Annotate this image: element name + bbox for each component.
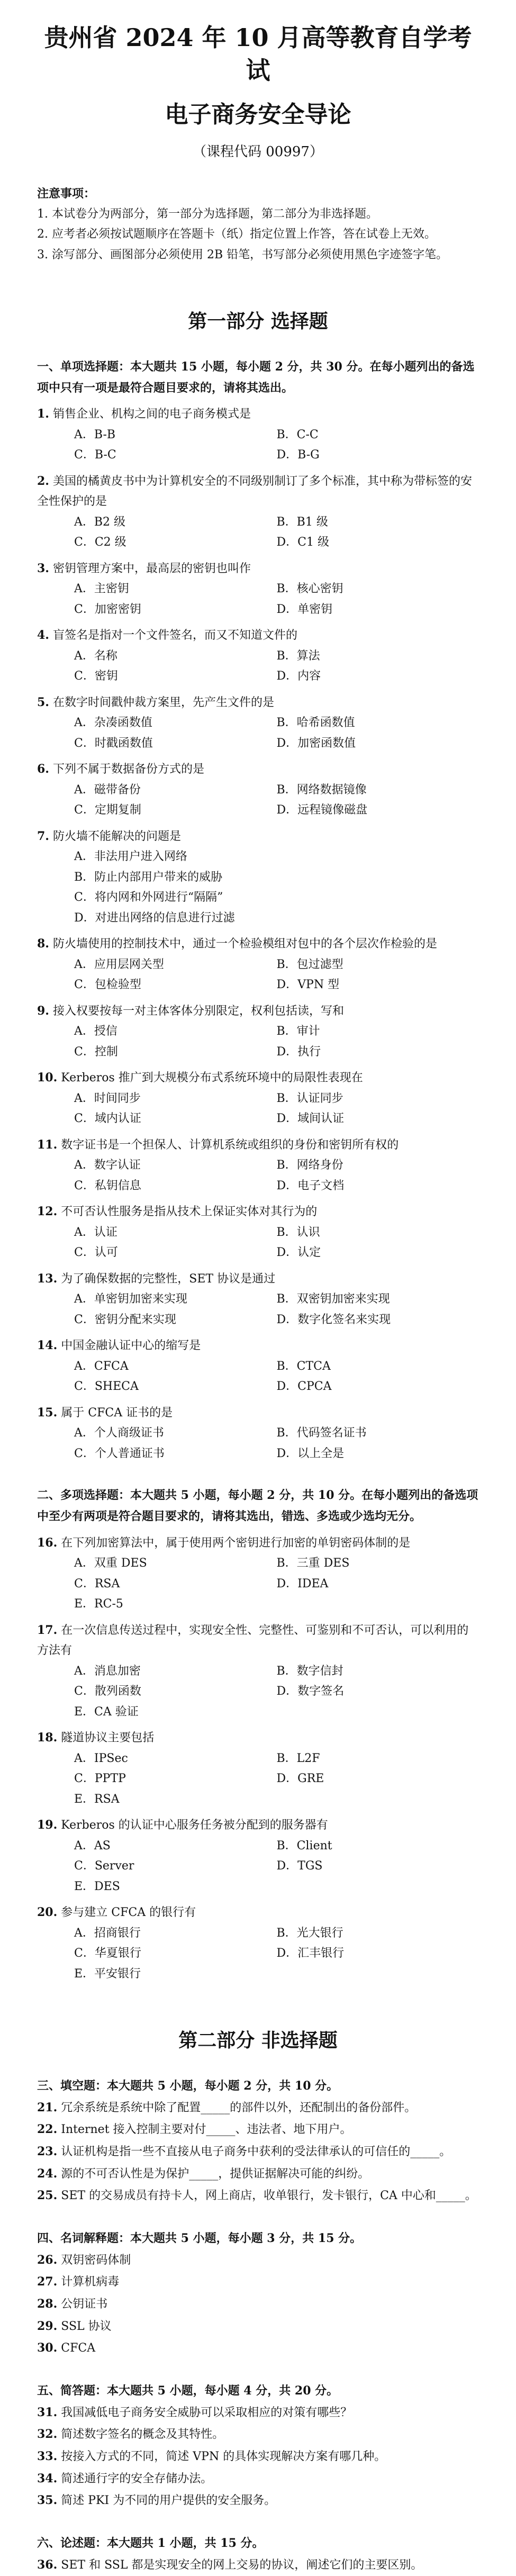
option: E．RC-5 — [74, 1597, 123, 1611]
question — [37, 934, 479, 996]
option: B．防止内部用户带来的威胁 — [74, 870, 223, 884]
option: D．CPCA — [276, 1380, 332, 1394]
question-text: 公钥证书 — [61, 2298, 108, 2311]
option: B．双密钥加密来实现 — [276, 1292, 390, 1306]
question-stem — [37, 934, 479, 955]
option: A．B2 级 — [74, 515, 126, 529]
question-number: 3. — [37, 561, 49, 575]
question-number: 15. — [37, 1405, 58, 1420]
question-stem — [37, 1403, 479, 1424]
question-number: 13. — [37, 1271, 58, 1286]
question-number: 21. — [37, 2100, 58, 2114]
option: C．认可 — [74, 1246, 118, 1260]
question-number: 4. — [37, 628, 49, 643]
question-text: 按接入方式的不同，简述 VPN 的具体实现解决方案有哪几种。 — [61, 2450, 386, 2464]
question-text: 计算机病毒 — [61, 2275, 120, 2289]
option: A．IPSec — [74, 1751, 128, 1765]
question-number: 8. — [37, 937, 49, 951]
question-number: 6. — [37, 762, 49, 776]
options — [37, 646, 479, 687]
question-number: 16. — [37, 1535, 58, 1550]
option: B．网络身份 — [276, 1159, 343, 1172]
option: B．CTCA — [276, 1359, 331, 1373]
question-number: 19. — [37, 1818, 58, 1832]
section5-items — [37, 2402, 479, 2512]
option: C．RSA — [74, 1577, 120, 1590]
section6-items — [37, 2554, 479, 2576]
option: C．散列函数 — [74, 1685, 141, 1698]
notes — [37, 184, 479, 265]
question-line — [37, 2446, 479, 2468]
options — [37, 1223, 479, 1263]
option: E．DES — [74, 1879, 120, 1893]
question-number: 28. — [37, 2297, 58, 2311]
section3-header: 三、填空题：本大题共 5 小题，每小题 2 分，共 10 分。 — [37, 2079, 339, 2093]
question-number: 35. — [37, 2493, 58, 2508]
option: D．单密钥 — [276, 602, 333, 616]
question-number: 9. — [37, 1004, 49, 1018]
question-stem — [37, 1335, 479, 1357]
option: B．C-C — [276, 428, 319, 441]
question-number: 12. — [37, 1205, 58, 1219]
question-stem — [37, 759, 479, 780]
option: C．SHECA — [74, 1380, 139, 1394]
option: A．杂凑函数值 — [74, 716, 152, 730]
part2-title: 第二部分 非选择题 — [178, 2029, 338, 2052]
question-number: 23. — [37, 2145, 58, 2159]
question-line — [37, 2163, 479, 2185]
option: A．名称 — [74, 649, 117, 663]
question-number: 22. — [37, 2122, 58, 2137]
section4-items — [37, 2249, 479, 2360]
exam-title: 贵州省 2024 年 10 月高等教育自学考试 — [44, 23, 472, 85]
option: A．AS — [74, 1839, 111, 1852]
question — [37, 1620, 479, 1723]
option: A．非法用户进入网络 — [74, 850, 187, 864]
question-number: 18. — [37, 1731, 58, 1745]
question-number: 32. — [37, 2427, 58, 2442]
question-text: Kerberos 的认证中心服务任务被分配到的服务器有 — [61, 1819, 328, 1832]
options — [37, 955, 479, 996]
question-text: 冗余系统是系统中除了配置_____的部件以外，还配制出的备份部件。 — [61, 2101, 417, 2114]
question — [37, 558, 479, 620]
question-text: 防火墙使用的控制技术中，通过一个检验模组对包中的各个层次作检验的是 — [52, 937, 437, 951]
question-text: 在一次信息传送过程中，实现安全性、完整性、可鉴别和不可否认，可以利用的方法有 — [37, 1623, 469, 1658]
option: B．光大银行 — [276, 1926, 343, 1940]
options — [37, 847, 479, 928]
question-number: 26. — [37, 2253, 58, 2267]
options — [37, 1423, 479, 1464]
option: D．GRE — [276, 1772, 324, 1786]
question-number: 27. — [37, 2275, 58, 2289]
option: A．数字认证 — [74, 1159, 141, 1172]
option: B．认识 — [276, 1225, 320, 1239]
question-text: 在数字时间戳仲裁方案里，先产生文件的是 — [52, 695, 274, 709]
option: D．B-G — [276, 448, 320, 462]
option: C．时戳函数值 — [74, 736, 153, 750]
question-text: 美国的橘黄皮书中为计算机安全的不同级别制订了多个标准，其中称为带标签的安全性保护的是 — [37, 474, 472, 509]
question-number: 17. — [37, 1623, 58, 1637]
option: A．招商银行 — [74, 1926, 141, 1940]
option: C．PPTP — [74, 1772, 126, 1786]
option: B．网络数据镜像 — [276, 783, 367, 797]
question-text: SSL 协议 — [61, 2319, 112, 2333]
exam-subtitle: 电子商务安全导论 — [165, 101, 351, 129]
option: A．消息加密 — [74, 1664, 141, 1678]
question-line — [37, 2316, 479, 2338]
section1-header: 一、单项选择题：本大题共 15 小题，每小题 2 分，共 30 分。在每小题列出的备选项中只有一项是最符合题目要求的，请将其选出。 — [37, 360, 475, 395]
option: B．哈希函数值 — [276, 716, 355, 730]
question-stem — [37, 1001, 479, 1022]
options — [37, 1836, 479, 1897]
option: E．平安银行 — [74, 1967, 141, 1981]
question-text: 接入权要按每一对主体客体分别限定，权利包括读，写和 — [52, 1004, 344, 1018]
question-line — [37, 2337, 479, 2360]
options — [37, 1749, 479, 1810]
options — [37, 1155, 479, 1196]
question — [37, 625, 479, 687]
question-stem — [37, 826, 479, 847]
option: A．磁带备份 — [74, 783, 141, 797]
question — [37, 1403, 479, 1465]
options — [37, 1357, 479, 1397]
option: E．CA 验证 — [74, 1705, 139, 1719]
question-number: 34. — [37, 2471, 58, 2485]
question-stem — [37, 1201, 479, 1223]
question-line — [37, 2271, 479, 2293]
option: C．定期复制 — [74, 803, 141, 817]
option: C．密钥 — [74, 670, 118, 683]
question-stem — [37, 1902, 479, 1923]
section5-header: 五、简答题：本大题共 5 小题，每小题 4 分，共 20 分。 — [37, 2384, 339, 2398]
question-line — [37, 2249, 479, 2272]
options — [37, 1289, 479, 1330]
question-text: 双钥密码体制 — [61, 2253, 131, 2267]
option: B．算法 — [276, 649, 320, 663]
question — [37, 1815, 479, 1897]
question-line — [37, 2119, 479, 2141]
option: E．RSA — [74, 1792, 120, 1806]
question-text: 简述通行字的安全存储办法。 — [61, 2472, 213, 2485]
option: D．内容 — [276, 670, 321, 683]
question-number: 30. — [37, 2341, 58, 2355]
question — [37, 1335, 479, 1397]
question-stem — [37, 1728, 479, 1749]
question-text: 隧道协议主要包括 — [61, 1731, 155, 1745]
question-text: 下列不属于数据备份方式的是 — [52, 763, 204, 776]
question-number: 14. — [37, 1339, 58, 1353]
question — [37, 826, 479, 929]
question — [37, 1001, 479, 1063]
question-number: 24. — [37, 2166, 58, 2181]
question-stem — [37, 625, 479, 646]
question-number: 7. — [37, 829, 49, 843]
question-number: 1. — [37, 407, 49, 421]
question — [37, 759, 479, 821]
question-text: Kerberos 推广到大规模分布式系统环境中的局限性表现在 — [61, 1071, 363, 1085]
question-stem — [37, 1068, 479, 1089]
question-number: 29. — [37, 2319, 58, 2333]
question — [37, 404, 479, 466]
section3-items — [37, 2097, 479, 2207]
question — [37, 1269, 479, 1331]
section1-questions — [37, 404, 479, 1464]
question-number: 31. — [37, 2405, 58, 2419]
question-line — [37, 2402, 479, 2424]
question — [37, 1728, 479, 1810]
note-item: 1. 本试卷分为两部分，第一部分为选择题，第二部分为非选择题。 — [37, 207, 378, 221]
question-stem — [37, 471, 479, 512]
question-stem — [37, 404, 479, 425]
option: D．加密函数值 — [276, 736, 356, 750]
question-stem — [37, 1269, 479, 1290]
option: D．认定 — [276, 1246, 321, 1260]
option: D．以上全是 — [276, 1447, 345, 1460]
section6-header: 六、论述题：本大题共 1 小题，共 15 分。 — [37, 2536, 264, 2551]
question-text: 我国减低电子商务安全威胁可以采取相应的对策有哪些？ — [61, 2406, 352, 2419]
option: D．C1 级 — [276, 536, 329, 549]
options — [37, 425, 479, 466]
option: D．电子文档 — [276, 1179, 345, 1192]
question — [37, 1068, 479, 1129]
question — [37, 1902, 479, 1984]
option: C．Server — [74, 1859, 134, 1873]
question-text: 为了确保数据的完整性，SET 协议是通过 — [61, 1272, 276, 1286]
option: B．核心密钥 — [276, 582, 343, 596]
option: C．域内认证 — [74, 1112, 141, 1126]
option: A．B-B — [74, 428, 116, 441]
question-text: 简述 PKI 为不同的用户提供的安全服务。 — [61, 2494, 276, 2508]
question-stem — [37, 558, 479, 580]
course-code: （课程代码 00997） — [193, 144, 323, 160]
note-item: 2. 应考者必须按试题顺序在答题卡（纸）指定位置上作答，答在试卷上无效。 — [37, 228, 436, 241]
question-text: 防火墙不能解决的问题是 — [52, 829, 181, 843]
question-line — [37, 2293, 479, 2316]
question-number: 5. — [37, 695, 49, 709]
question-line — [37, 2554, 479, 2576]
option: B．L2F — [276, 1751, 320, 1765]
option: D．汇丰银行 — [276, 1947, 345, 1960]
option: B．Client — [276, 1839, 332, 1852]
options — [37, 780, 479, 821]
option: A．单密钥加密来实现 — [74, 1292, 187, 1306]
notes-heading: 注意事项： — [37, 187, 96, 201]
option: B．包过滤型 — [276, 957, 343, 971]
option: C．密钥分配来实现 — [74, 1313, 176, 1326]
option: D．域间认证 — [276, 1112, 345, 1126]
option: B．代码签名证书 — [276, 1426, 367, 1440]
question-line — [37, 2141, 479, 2163]
note-item: 3. 涂写部分、画图部分必须使用 2B 铅笔，书写部分必须使用黑色字迹签字笔。 — [37, 248, 448, 261]
option: C．个人普通证书 — [74, 1447, 165, 1460]
options — [37, 512, 479, 553]
option: B．三重 DES — [276, 1557, 350, 1570]
options — [37, 579, 479, 620]
question-number: 36. — [37, 2557, 58, 2572]
option: A．CFCA — [74, 1359, 129, 1373]
question-stem — [37, 1533, 479, 1554]
question-line — [37, 2185, 479, 2207]
question-text: 盲签名是指对一个文件签名，而又不知道文件的 — [52, 629, 297, 643]
section2-header: 二、多项选择题：本大题共 5 小题，每小题 2 分，共 10 分。在每小题列出的备选项中至少有两项是符合题目要求的，请将其选出，错选、多选或少选均无分。 — [37, 1488, 478, 1523]
question-line — [37, 2097, 479, 2119]
question-number: 10. — [37, 1071, 58, 1085]
section2-questions — [37, 1533, 479, 1985]
question-text: 不可否认性服务是指从技术上保证实体对其行为的 — [61, 1205, 318, 1219]
question-stem — [37, 1135, 479, 1156]
options — [37, 1661, 479, 1723]
question-number: 33. — [37, 2450, 58, 2464]
question — [37, 1135, 479, 1197]
option: D．执行 — [276, 1045, 321, 1059]
question-line — [37, 2424, 479, 2446]
option: A．应用层网关型 — [74, 957, 164, 971]
options — [37, 1022, 479, 1062]
question-number: 2. — [37, 474, 49, 488]
options — [37, 713, 479, 754]
question-text: 属于 CFCA 证书的是 — [61, 1406, 173, 1420]
option: A．双重 DES — [74, 1557, 147, 1570]
section4-header: 四、名词解释题：本大题共 5 小题，每小题 3 分，共 15 分。 — [37, 2231, 362, 2246]
option: C．包检验型 — [74, 978, 141, 992]
option: C．华夏银行 — [74, 1947, 141, 1960]
part1-title: 第一部分 选择题 — [188, 310, 328, 333]
question-text: 密钥管理方案中，最高层的密钥也叫作 — [52, 562, 251, 575]
option: B．认证同步 — [276, 1091, 343, 1105]
option: C．私钥信息 — [74, 1179, 141, 1192]
option: A．主密钥 — [74, 582, 129, 596]
question-text: SET 的交易成员有持卡人，网上商店，收单银行，发卡银行，CA 中心和_____。 — [61, 2189, 477, 2203]
options — [37, 1923, 479, 1985]
question-number: 20. — [37, 1905, 58, 1920]
option: A．认证 — [74, 1225, 117, 1239]
option: D．IDEA — [276, 1577, 329, 1590]
question-text: 中国金融认证中心的缩写是 — [61, 1339, 201, 1353]
option: D．数字化签名来实现 — [276, 1313, 391, 1326]
option: B．数字信封 — [276, 1664, 343, 1678]
option: B．审计 — [276, 1025, 320, 1038]
question-line — [37, 2468, 479, 2490]
question-number: 25. — [37, 2189, 58, 2203]
question-stem — [37, 692, 479, 713]
option: D．对进出网络的信息进行过滤 — [74, 911, 235, 925]
option: D．TGS — [276, 1859, 323, 1873]
question — [37, 1201, 479, 1263]
options — [37, 1553, 479, 1615]
option: B．B1 级 — [276, 515, 328, 529]
question-text: 简述数字签名的概念及其特性。 — [61, 2428, 224, 2442]
question — [37, 692, 479, 754]
question-text: 认证机构是指一些不直接从电子商务中获利的受法律承认的可信任的_____。 — [61, 2145, 451, 2159]
question-text: CFCA — [61, 2342, 96, 2355]
option: A．时间同步 — [74, 1091, 141, 1105]
option: A．授信 — [74, 1025, 117, 1038]
option: C．控制 — [74, 1045, 118, 1059]
option: C．B-C — [74, 448, 116, 462]
option: D．VPN 型 — [276, 978, 340, 992]
question-text: Internet 接入控制主要对付_____、违法者、地下用户。 — [61, 2123, 352, 2137]
option: D．数字签名 — [276, 1685, 345, 1698]
question-text: 在下列加密算法中，属于使用两个密钥进行加密的单钥密码体制的是 — [61, 1536, 411, 1550]
question — [37, 1533, 479, 1615]
question-stem — [37, 1620, 479, 1661]
options — [37, 1089, 479, 1129]
question-text: 源的不可否认性是为保护_____，提供证据解决可能的纠纷。 — [61, 2167, 370, 2181]
question — [37, 471, 479, 553]
question-text: 参与建立 CFCA 的银行有 — [61, 1906, 196, 1920]
option: A．个人商级证书 — [74, 1426, 164, 1440]
question-stem — [37, 1815, 479, 1836]
option: C．将内网和外网进行“隔隔” — [74, 891, 223, 905]
question-text: 数字证书是一个担保人、计算机系统或组织的身份和密钥所有权的 — [61, 1138, 399, 1152]
option: C．加密密钥 — [74, 602, 141, 616]
question-line — [37, 2490, 479, 2512]
question-text: SET 和 SSL 都是实现安全的网上交易的协议，阐述它们的主要区别。 — [61, 2558, 423, 2572]
option: D．远程镜像磁盘 — [276, 803, 368, 817]
question-number: 11. — [37, 1137, 58, 1152]
option: C．C2 级 — [74, 536, 126, 549]
question-text: 销售企业、机构之间的电子商务模式是 — [52, 408, 251, 421]
